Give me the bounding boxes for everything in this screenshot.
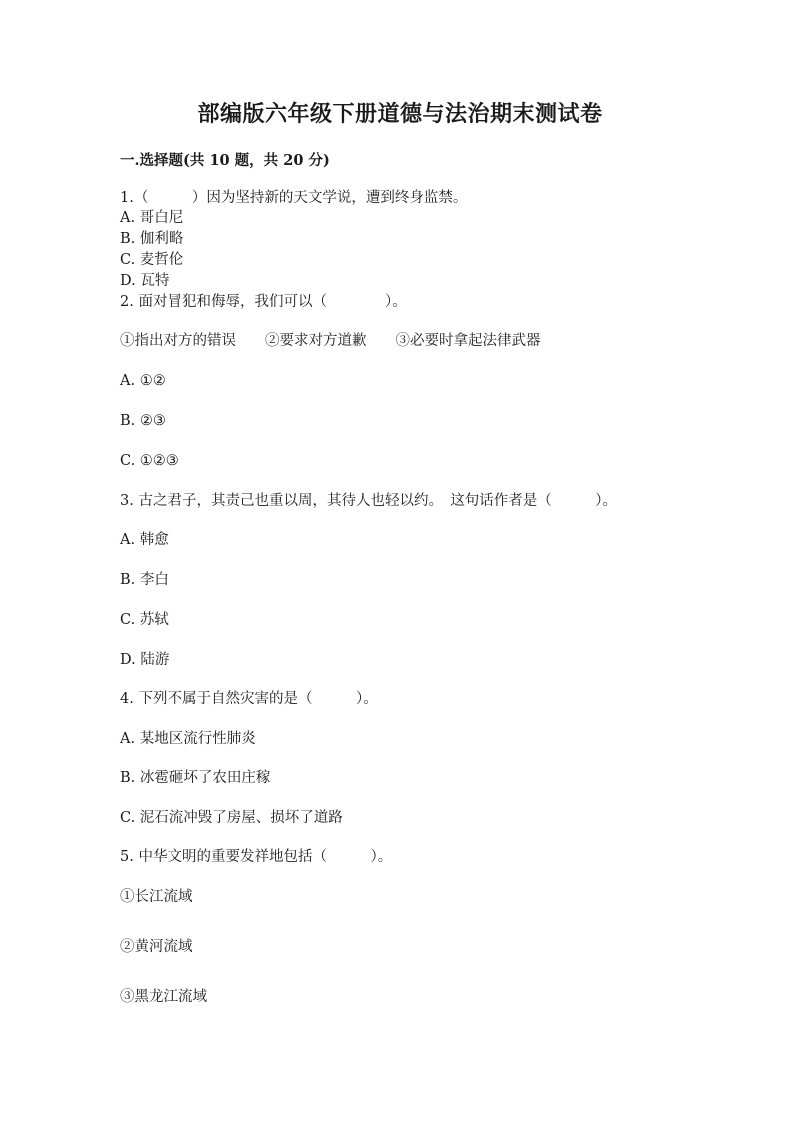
- question-1-stem: 1.（ ）因为坚持新的天文学说，遭到终身监禁。: [120, 190, 468, 206]
- question-3-stem: 3. 古之君子，其责己也重以周，其待人也轻以约。 这句话作者是（ ）。: [120, 493, 617, 509]
- question-2-option-a: A. ①②: [120, 373, 166, 389]
- question-2-option-b: B. ②③: [120, 413, 166, 429]
- question-1-option-a: A. 哥白尼: [120, 210, 184, 226]
- question-1-option-b: B. 伽利略: [120, 231, 184, 247]
- question-5-stem: 5. 中华文明的重要发祥地包括（ ）。: [120, 849, 393, 865]
- question-4-option-c: C. 泥石流冲毁了房屋、损坏了道路: [120, 810, 343, 826]
- page-title: 部编版六年级下册道德与法治期末测试卷: [197, 101, 603, 127]
- question-2-items: ①指出对方的错误 ②要求对方道歉 ③必要时拿起法律武器: [120, 333, 541, 349]
- question-2-option-c: C. ①②③: [120, 453, 179, 469]
- question-5-item-2: ②黄河流域: [120, 939, 193, 955]
- question-3-option-c: C. 苏轼: [120, 612, 169, 628]
- question-4-option-a: A. 某地区流行性肺炎: [120, 731, 256, 747]
- question-3-option-b: B. 李白: [120, 572, 169, 588]
- question-3-option-d: D. 陆游: [120, 652, 170, 668]
- question-4-option-b: B. 冰雹砸坏了农田庄稼: [120, 770, 271, 786]
- question-3-option-a: A. 韩愈: [120, 532, 169, 548]
- question-1-option-d: D. 瓦特: [120, 273, 170, 289]
- section-heading: 一.选择题(共 10 题，共 20 分): [120, 152, 330, 169]
- question-2-stem: 2. 面对冒犯和侮辱，我们可以（ ）。: [120, 294, 407, 310]
- question-1-option-c: C. 麦哲伦: [120, 252, 184, 268]
- question-4-stem: 4. 下列不属于自然灾害的是（ ）。: [120, 691, 378, 707]
- question-5-item-3: ③黑龙江流域: [120, 989, 207, 1005]
- question-5-item-1: ①长江流域: [120, 889, 193, 905]
